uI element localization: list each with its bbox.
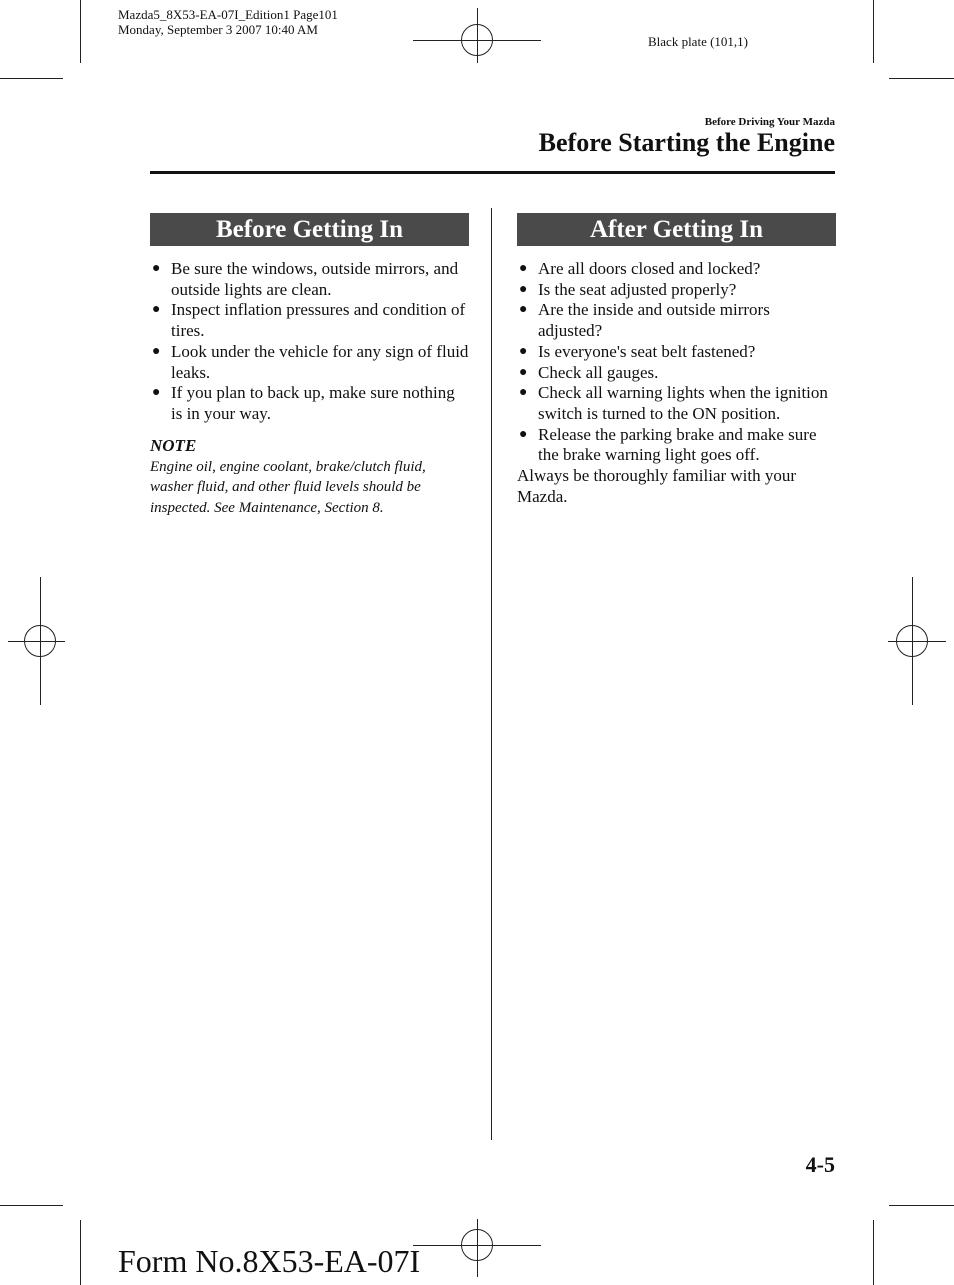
after-getting-in-list [517, 259, 836, 466]
list-item: ● If you plan to back up, make sure nothing is in your way. [152, 383, 455, 423]
before-getting-in-heading: Before Getting In [150, 213, 469, 246]
black-plate-label: Black plate (101,1) [648, 34, 748, 49]
list-item: ● Are all doors closed and locked? [519, 259, 761, 278]
page-number: 4-5 [805, 1152, 835, 1177]
list-item: ● Be sure the windows, outside mirrors, and outside lights are clean. [152, 259, 459, 299]
list-item: ● Is everyone's seat belt fastened? [519, 341, 756, 361]
after-getting-in-section [517, 213, 836, 507]
bullet-icon: ● [152, 302, 161, 318]
bullet-icon: ● [152, 261, 161, 276]
bullet-icon: ● [519, 364, 528, 380]
print-metadata [118, 7, 338, 37]
before-getting-in-list [150, 259, 469, 425]
section-kicker: Before Driving Your Mazda [704, 116, 835, 128]
note-label: NOTE [150, 435, 197, 455]
print-meta-line-2: Monday, September 3 2007 10:40 AM [118, 22, 318, 37]
list-item: ● Check all warning lights when the ignition switch is turned to the ON position. [519, 383, 828, 423]
print-meta-line-1: Mazda5_8X53-EA-07I_Edition1 Page101 [118, 7, 338, 22]
list-item: ● Are the inside and outside mirrors adjusted? [519, 300, 770, 341]
before-getting-in-section [150, 213, 469, 519]
list-item: ● Is the seat adjusted properly? [519, 279, 737, 299]
column-divider [491, 208, 492, 1140]
bullet-icon: ● [152, 343, 161, 359]
title-rule [150, 171, 835, 174]
page-title: Before Starting the Engine [538, 128, 835, 157]
form-number: Form No.8X53-EA-07I [118, 1243, 421, 1279]
closing-text: Always be thoroughly familiar with your Mazda. [517, 466, 797, 506]
list-item: ● Release the parking brake and make sure the brake warning light goes off. [519, 424, 817, 465]
bullet-icon: ● [519, 426, 528, 442]
list-item: ● Inspect inflation pressures and condition of tires. [152, 300, 466, 341]
bullet-icon: ● [519, 385, 528, 401]
list-item: ● Look under the vehicle for any sign of fluid leaks. [152, 341, 469, 382]
bullet-icon: ● [152, 385, 161, 401]
bullet-icon: ● [519, 302, 528, 318]
bullet-icon: ● [519, 281, 528, 297]
bullet-icon: ● [519, 343, 528, 359]
note-text: Engine oil, engine coolant, brake/clutch fluid, washer fluid, and other fluid levels should be inspected. See Maintenance, Section 8. [150, 458, 426, 517]
bullet-icon: ● [519, 261, 528, 276]
list-item: ● Check all gauges. [519, 362, 659, 382]
after-getting-in-heading: After Getting In [517, 213, 836, 246]
